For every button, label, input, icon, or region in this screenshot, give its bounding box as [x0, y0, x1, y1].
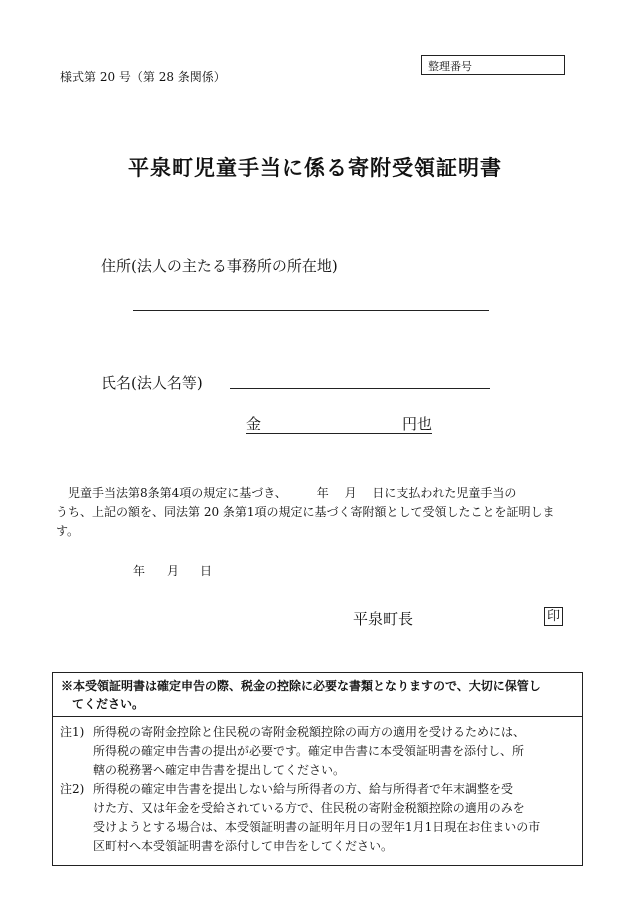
page-title: 平泉町児童手当に係る寄附受領証明書: [128, 155, 502, 180]
note-1-line: 所得税の確定申告書の提出が必要です。確定申告書に本受領証明書を添付し、所: [93, 744, 525, 758]
issue-date-day: 日: [200, 564, 213, 578]
address-label: 住所(法人の主たる事務所の所在地): [101, 257, 338, 275]
note-1-line: 所得税の寄附金控除と住民税の寄附金税額控除の両方の適用を受けるためには、: [93, 725, 526, 739]
note-2-line: 所得税の確定申告書を提出しない給与所得者の方、給与所得者で年末調整を受: [93, 782, 514, 796]
statement-line-3: す。: [56, 524, 80, 538]
issue-date-year: 年: [133, 564, 146, 578]
warning-line-2: てください。: [72, 697, 145, 711]
warning-line-1: ※本受領証明書は確定申告の際、税金の控除に必要な書類となりますので、大切に保管し: [61, 679, 541, 693]
note-2-text: [93, 780, 581, 856]
seiri-bango-box: [421, 55, 565, 75]
name-label: 氏名(法人名等): [101, 374, 203, 392]
statement-line-2: うち、上記の額を、同法第 20 条第1項の規定に基づく寄附額として受領したことを証明しま: [56, 505, 555, 519]
statement-line-1: 児童手当法第8条第4項の規定に基づき、 年 月 日に支払われた児童手当の: [68, 486, 517, 500]
note-2-line: 区町村へ本受領証明書を添付して申告をしてください。: [93, 839, 394, 853]
note-2-line: けた方、又は年金を受給されている方で、住民税の寄附金税額控除の適用のみを: [93, 801, 525, 815]
note-2-number: 注2): [60, 782, 85, 796]
note-1-number: 注1): [60, 725, 85, 739]
issue-date-month: 月: [167, 564, 180, 578]
amount-prefix: 金: [246, 415, 262, 433]
certification-statement: [56, 484, 576, 541]
note-2-line: 受けようとする場合は、本受領証明書の証明年月日の翌年1月1日現在お住まいの市: [93, 820, 541, 834]
seiri-bango-label: 整理番号: [428, 60, 472, 73]
notes-warning: [53, 673, 582, 717]
seal-stamp: 印: [544, 607, 563, 626]
mayor-title: 平泉町長: [353, 610, 414, 628]
address-field-line[interactable]: [133, 310, 489, 311]
note-1-text: [93, 723, 581, 780]
amount-suffix: 円也: [401, 415, 432, 433]
form-number: 様式第 20 号（第 28 条関係）: [60, 70, 226, 84]
name-field-line[interactable]: [230, 388, 490, 389]
amount-field[interactable]: [246, 413, 432, 434]
note-1-line: 轄の税務署へ確定申告書を提出してください。: [93, 763, 346, 777]
